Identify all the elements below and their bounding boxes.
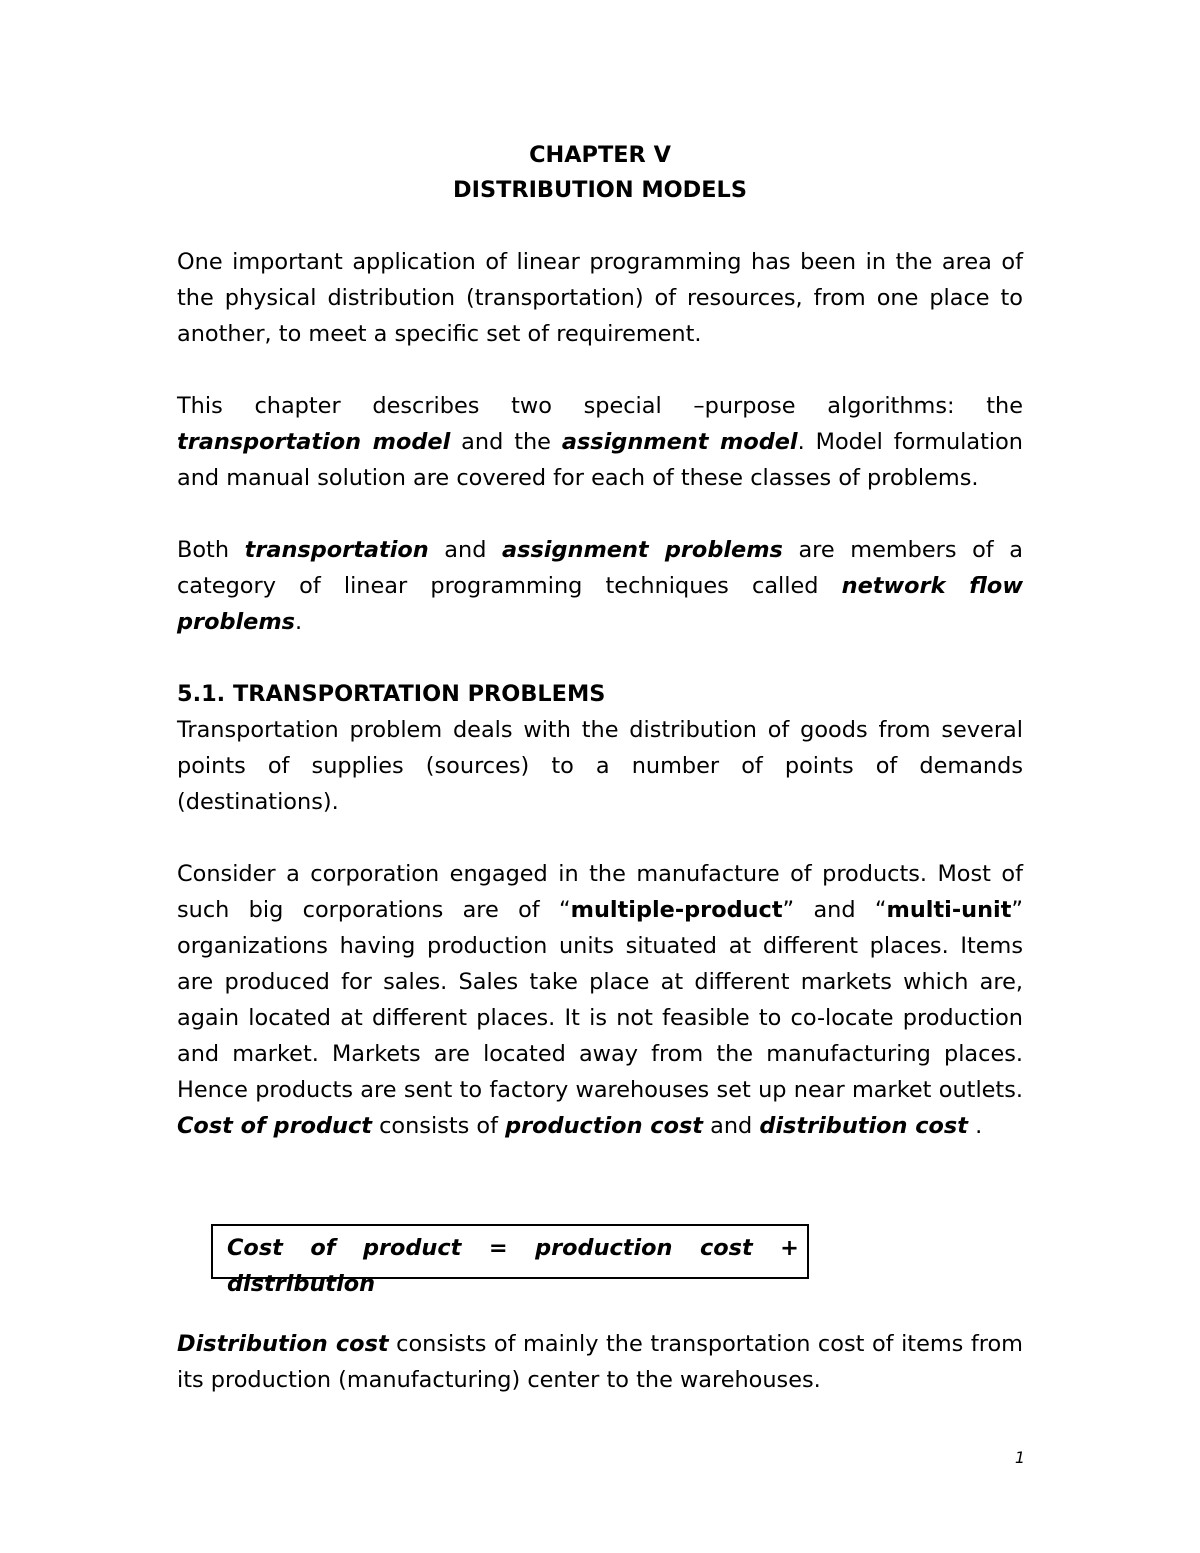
- text: and: [428, 537, 503, 563]
- text: .: [295, 609, 303, 635]
- text: .: [967, 1113, 983, 1139]
- formula-token: cost: [699, 1235, 753, 1261]
- formula-token: =: [488, 1235, 508, 1261]
- text: and: [703, 1113, 760, 1139]
- text: Both: [177, 537, 245, 563]
- intro-paragraph-2: [177, 388, 1023, 496]
- text: and the: [450, 429, 562, 455]
- term-transportation: transportation: [244, 537, 429, 563]
- intro-paragraph-3: [177, 532, 1023, 640]
- text: are members of a category of linear programming techniques called: [177, 537, 1023, 599]
- section-paragraph-3: [177, 1326, 1023, 1398]
- term-distribution-cost-lead: Distribution cost: [177, 1331, 389, 1357]
- formula-token: of: [310, 1235, 336, 1261]
- formula-box: [211, 1224, 809, 1297]
- text: Consider a corporation engaged in the manufacture of products. Most of such big corporations are of “: [177, 861, 1023, 923]
- term-network-flow-problems: network flow problems: [177, 573, 1024, 635]
- term-multiple-product: multiple-product: [570, 897, 783, 923]
- intro-paragraph-1: One important application of linear programming has been in the area of the physical distribution (transportation) of resources, from one place to another, to meet a specific set of requirement.: [177, 249, 1023, 347]
- formula-token: production: [535, 1235, 673, 1261]
- chapter-header: [177, 138, 1023, 208]
- formula-token: product: [362, 1235, 462, 1261]
- text: . Model formulation and manual solution are covered for each of these classes of problems.: [177, 429, 1023, 491]
- chapter-number: CHAPTER V: [529, 142, 671, 168]
- term-transportation-model: transportation model: [177, 429, 451, 455]
- text: ” and “: [782, 897, 887, 923]
- chapter-title: DISTRIBUTION MODELS: [453, 177, 747, 203]
- formula-token: Cost: [227, 1235, 283, 1261]
- section-paragraph-2: [177, 856, 1023, 1144]
- term-assignment-problems: assignment problems: [502, 537, 783, 563]
- formula-line: [227, 1230, 799, 1266]
- term-production-cost: production cost: [505, 1113, 703, 1139]
- main-body: [177, 244, 1023, 1144]
- text: This chapter describes two special –purpose algorithms: the: [177, 393, 1023, 419]
- term-cost-of-product: Cost of product: [177, 1113, 372, 1139]
- section-heading: 5.1. TRANSPORTATION PROBLEMS: [177, 681, 606, 707]
- text: consists of: [371, 1113, 506, 1139]
- term-assignment-model: assignment model: [561, 429, 798, 455]
- term-distribution-cost: distribution cost: [759, 1113, 968, 1139]
- formula-token: +: [780, 1235, 799, 1261]
- closing-body: [177, 1326, 1023, 1398]
- section-paragraph-1: Transportation problem deals with the distribution of goods from several points of supplies (sources) to a number of points of demands (destinations).: [177, 717, 1023, 815]
- text: ” organizations having production units situated at different places. Items are produced for sales. Sales take place at different markets which are, again located at different places. It is not feasible to co-locate production and market. Markets are located away from the manufacturing places. Hence products are sent to factory warehouses set up near market outlets.: [177, 897, 1024, 1103]
- page-number: 1: [1014, 1448, 1025, 1467]
- text: consists of mainly the transportation cost of items from its production (manufacturing) center to the warehouses.: [177, 1331, 1023, 1393]
- formula-overflow-text: distribution: [227, 1271, 376, 1297]
- term-multi-unit: multi-unit: [886, 897, 1012, 923]
